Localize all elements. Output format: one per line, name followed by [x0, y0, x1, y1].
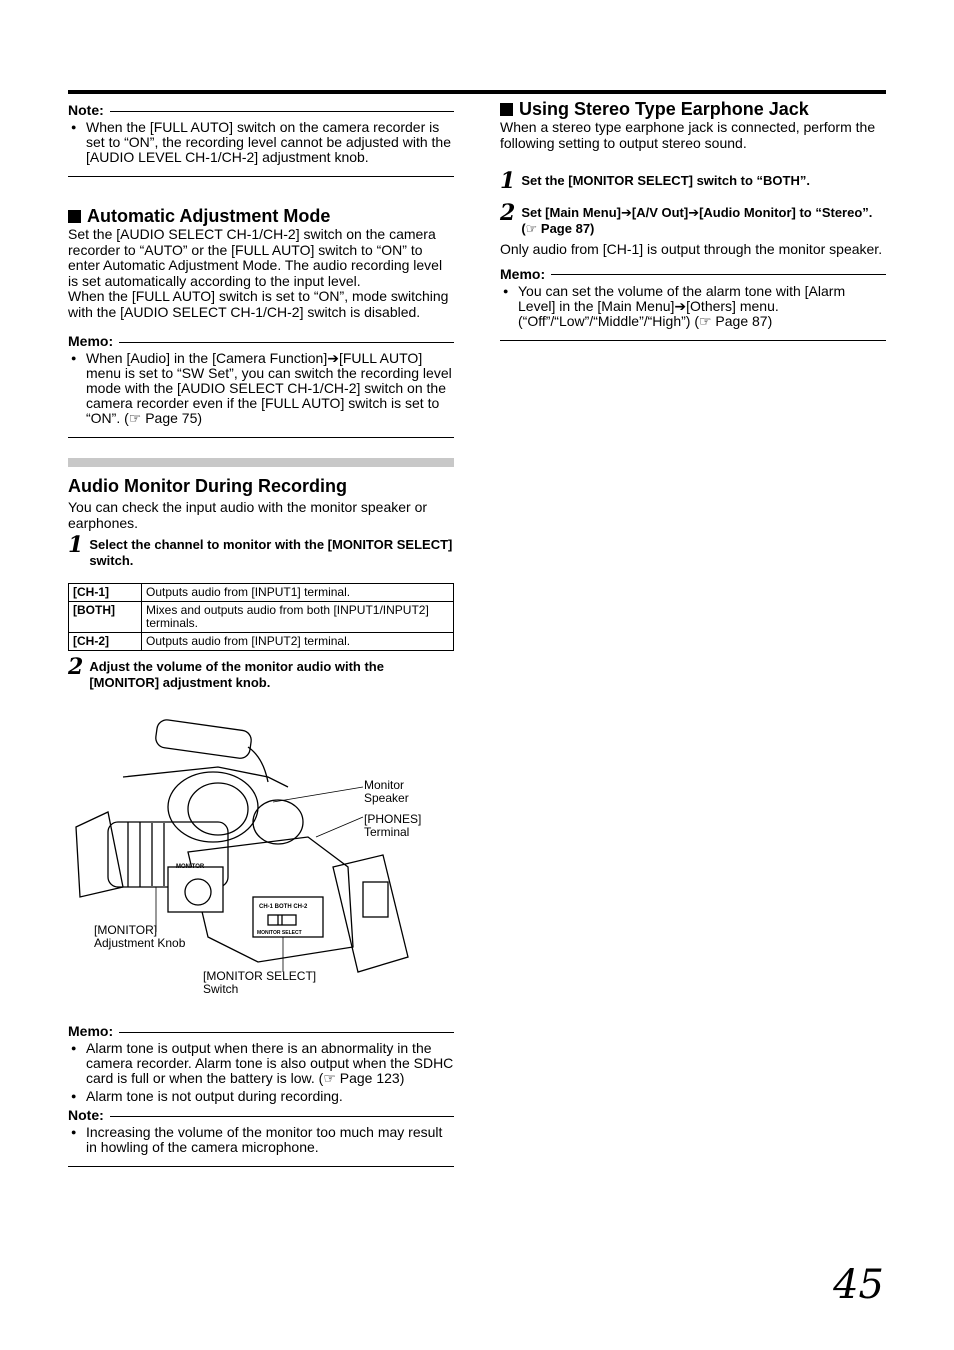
step-text: Set [Main Menu]➔[A/V Out]➔[Audio Monitor] to “Stereo”. (☞ Page 87) [521, 205, 873, 236]
step-2 [68, 654, 454, 691]
section-divider [68, 458, 454, 467]
square-bullet-icon [500, 103, 513, 116]
paragraph: Only audio from [CH-1] is output through the monitor speaker. [500, 241, 883, 257]
step-number: 1 [500, 168, 516, 194]
step-1 [500, 168, 886, 194]
memo-item: ● Alarm tone is not output during recording. [68, 1089, 454, 1104]
callout-label: [PHONES] Terminal [364, 812, 422, 839]
panel-label: MONITOR SELECT [257, 930, 302, 936]
paragraph: You can check the input audio with the monitor speaker or earphones. [68, 499, 428, 531]
paragraph: Set the [AUDIO SELECT CH-1/CH-2] switch on the camera recorder to “AUTO” or the [FULL AUTO] switch to “ON” to enter Automatic Adjustment Mode. The audio recording level is set automatically according to the input level. [68, 226, 443, 289]
memo-box [68, 333, 454, 438]
memo-item: ● You can set the volume of the alarm tone with [Alarm Level] in the [Main Menu]➔[Others] menu. (“Off”/“Low”/“Middle”/“High”) (☞ Page 87) [500, 284, 886, 329]
top-rule [68, 90, 886, 94]
camera-figure [68, 717, 454, 1017]
section-title: Audio Monitor During Recording [68, 476, 347, 496]
note-box [68, 1107, 454, 1167]
section-title: Using Stereo Type Earphone Jack [500, 98, 886, 120]
table-row: [CH-1] Outputs audio from [INPUT1] terminal. [69, 584, 454, 602]
step-number: 2 [500, 200, 516, 226]
panel-label: MONITOR [176, 864, 205, 870]
note-item: ● Increasing the volume of the monitor too much may result in howling of the camera microphone. [68, 1125, 454, 1155]
step-text: Set the [MONITOR SELECT] switch to “BOTH”. [521, 173, 810, 188]
note-heading: Note: [68, 1107, 104, 1123]
section-title: Automatic Adjustment Mode [68, 205, 454, 227]
memo-heading: Memo: [68, 333, 114, 349]
square-bullet-icon [68, 210, 81, 223]
step-text: Select the channel to monitor with the [MONITOR SELECT] switch. [89, 537, 453, 568]
table-row: [CH-2] Outputs audio from [INPUT2] terminal. [69, 633, 454, 651]
paragraph: When the [FULL AUTO] switch is set to “ON”, mode switching with the [AUDIO SELECT CH-1/CH-2] switch is disabled. [68, 288, 449, 320]
panel-label: CH-1 BOTH CH-2 [259, 904, 308, 910]
callout-label: [MONITOR] Adjustment Knob [94, 923, 186, 950]
callout-label: [MONITOR SELECT] Switch [203, 969, 317, 996]
note-box [68, 102, 454, 177]
memo-item: ● Alarm tone is output when there is an abnormality in the camera recorder. Alarm tone is also output when the SDHC card is full or when the battery is low. (☞ Page 123) [68, 1041, 454, 1086]
memo-heading: Memo: [68, 1023, 114, 1039]
left-column [68, 102, 454, 1167]
memo-box [68, 1023, 454, 1104]
channel-table [68, 583, 454, 651]
callout-label: Monitor Speaker [364, 778, 409, 805]
step-text: Adjust the volume of the monitor audio with the [MONITOR] adjustment knob. [89, 659, 384, 690]
page-number: 45 [833, 1262, 884, 1308]
memo-box [500, 266, 886, 341]
step-1 [68, 532, 454, 569]
table-row: [BOTH] Mixes and outputs audio from both [INPUT1/INPUT2] terminals. [69, 602, 454, 633]
memo-heading: Memo: [500, 265, 546, 282]
step-2 [500, 200, 886, 237]
note-heading: Note: [68, 102, 104, 118]
note-item: ● When the [FULL AUTO] switch on the camera recorder is set to “ON”, the recording level cannot be adjusted with the [AUDIO LEVEL CH-1/CH-2] adjustment knob. [68, 120, 454, 165]
paragraph: When a stereo type earphone jack is connected, perform the following setting to output stereo sound. [500, 119, 876, 151]
memo-item: ● When [Audio] in the [Camera Function]➔[FULL AUTO] menu is set to “SW Set”, you can switch the recording level mode with the [AUDIO SELECT CH-1/CH-2] switch on the camera recorder even if the [FULL AUTO] switch is set to “ON”. (☞ Page 75) [68, 351, 454, 426]
step-number: 1 [68, 532, 84, 558]
step-number: 2 [68, 654, 84, 680]
right-column [500, 98, 886, 341]
